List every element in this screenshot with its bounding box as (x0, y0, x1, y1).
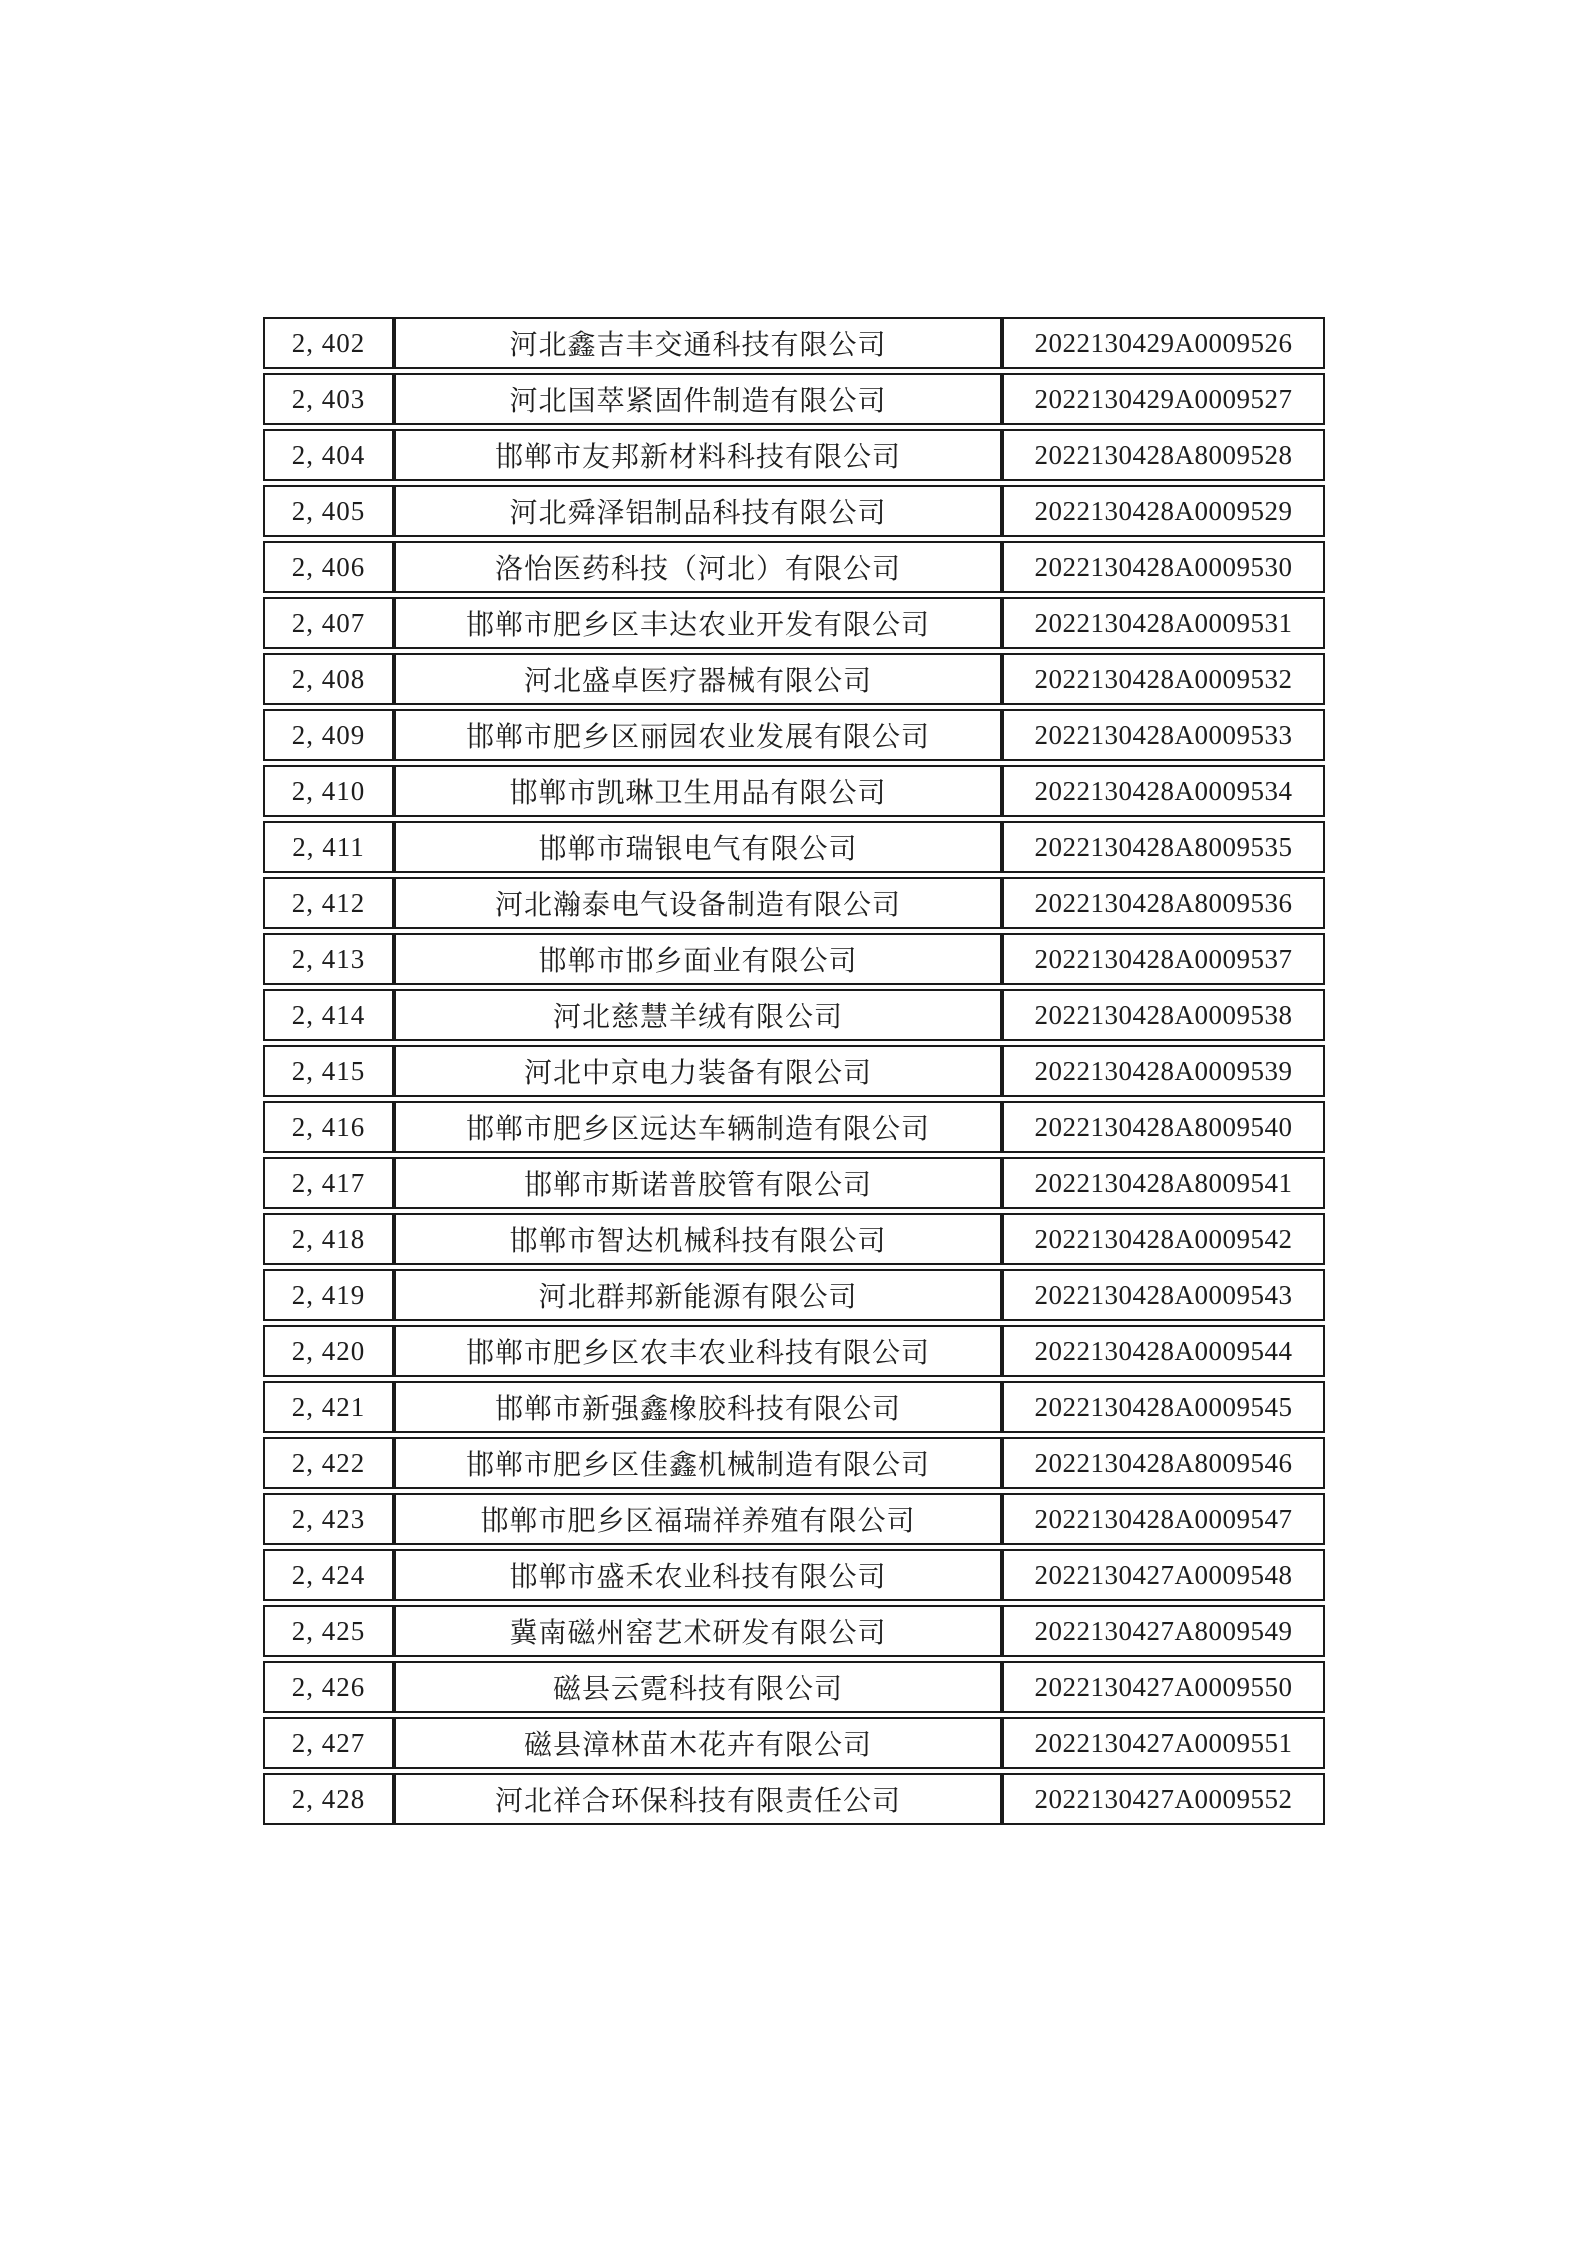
table-row (263, 1493, 1325, 1545)
table-row (263, 1773, 1325, 1825)
registration-code-cell: 2022130428A0009539 (1002, 1045, 1325, 1097)
row-number-cell: 2, 407 (263, 597, 394, 649)
registration-code-cell: 2022130428A0009533 (1002, 709, 1325, 761)
company-name-cell: 邯郸市邯乡面业有限公司 (394, 933, 1002, 985)
table-row (263, 1381, 1325, 1433)
registration-code-cell: 2022130427A0009550 (1002, 1661, 1325, 1713)
registration-code-cell: 2022130428A8009546 (1002, 1437, 1325, 1489)
registration-code-cell: 2022130428A0009544 (1002, 1325, 1325, 1377)
registration-code-cell: 2022130428A0009532 (1002, 653, 1325, 705)
table-row (263, 1437, 1325, 1489)
company-name-cell: 邯郸市友邦新材料科技有限公司 (394, 429, 1002, 481)
registration-code-cell: 2022130428A8009528 (1002, 429, 1325, 481)
company-name-cell: 邯郸市肥乡区佳鑫机械制造有限公司 (394, 1437, 1002, 1489)
company-name-cell: 邯郸市肥乡区丰达农业开发有限公司 (394, 597, 1002, 649)
registration-code-cell: 2022130428A0009534 (1002, 765, 1325, 817)
row-number-cell: 2, 410 (263, 765, 394, 817)
table-row (263, 317, 1325, 369)
company-name-cell: 河北群邦新能源有限公司 (394, 1269, 1002, 1321)
company-name-cell: 邯郸市肥乡区丽园农业发展有限公司 (394, 709, 1002, 761)
row-number-cell: 2, 413 (263, 933, 394, 985)
table-row (263, 877, 1325, 929)
company-table-body (263, 317, 1325, 1825)
registration-code-cell: 2022130428A0009543 (1002, 1269, 1325, 1321)
company-name-cell: 河北祥合环保科技有限责任公司 (394, 1773, 1002, 1825)
table-row (263, 653, 1325, 705)
company-name-cell: 洛怡医药科技（河北）有限公司 (394, 541, 1002, 593)
company-name-cell: 河北慈慧羊绒有限公司 (394, 989, 1002, 1041)
row-number-cell: 2, 405 (263, 485, 394, 537)
table-row (263, 989, 1325, 1041)
table-row (263, 1661, 1325, 1713)
table-row (263, 373, 1325, 425)
registration-code-cell: 2022130427A0009548 (1002, 1549, 1325, 1601)
company-name-cell: 邯郸市盛禾农业科技有限公司 (394, 1549, 1002, 1601)
row-number-cell: 2, 417 (263, 1157, 394, 1209)
table-row (263, 1045, 1325, 1097)
row-number-cell: 2, 421 (263, 1381, 394, 1433)
registration-code-cell: 2022130428A0009529 (1002, 485, 1325, 537)
company-name-cell: 磁县漳林苗木花卉有限公司 (394, 1717, 1002, 1769)
table-row (263, 1213, 1325, 1265)
company-name-cell: 河北中京电力装备有限公司 (394, 1045, 1002, 1097)
company-name-cell: 邯郸市新强鑫橡胶科技有限公司 (394, 1381, 1002, 1433)
row-number-cell: 2, 404 (263, 429, 394, 481)
registration-code-cell: 2022130428A8009541 (1002, 1157, 1325, 1209)
row-number-cell: 2, 423 (263, 1493, 394, 1545)
registration-code-cell: 2022130428A0009542 (1002, 1213, 1325, 1265)
table-row (263, 933, 1325, 985)
registration-code-cell: 2022130428A0009547 (1002, 1493, 1325, 1545)
registration-code-cell: 2022130428A0009531 (1002, 597, 1325, 649)
row-number-cell: 2, 402 (263, 317, 394, 369)
registration-code-cell: 2022130427A0009551 (1002, 1717, 1325, 1769)
row-number-cell: 2, 415 (263, 1045, 394, 1097)
row-number-cell: 2, 408 (263, 653, 394, 705)
registration-code-cell: 2022130428A0009538 (1002, 989, 1325, 1041)
row-number-cell: 2, 427 (263, 1717, 394, 1769)
registration-code-cell: 2022130427A0009552 (1002, 1773, 1325, 1825)
row-number-cell: 2, 411 (263, 821, 394, 873)
registration-code-cell: 2022130429A0009526 (1002, 317, 1325, 369)
row-number-cell: 2, 420 (263, 1325, 394, 1377)
table-row (263, 709, 1325, 761)
company-name-cell: 河北鑫吉丰交通科技有限公司 (394, 317, 1002, 369)
table-row (263, 1269, 1325, 1321)
row-number-cell: 2, 419 (263, 1269, 394, 1321)
company-name-cell: 邯郸市肥乡区远达车辆制造有限公司 (394, 1101, 1002, 1153)
registration-code-cell: 2022130428A0009530 (1002, 541, 1325, 593)
row-number-cell: 2, 428 (263, 1773, 394, 1825)
table-row (263, 485, 1325, 537)
row-number-cell: 2, 414 (263, 989, 394, 1041)
table-row (263, 1325, 1325, 1377)
table-row (263, 1717, 1325, 1769)
company-name-cell: 冀南磁州窑艺术研发有限公司 (394, 1605, 1002, 1657)
row-number-cell: 2, 426 (263, 1661, 394, 1713)
company-name-cell: 河北舜泽铝制品科技有限公司 (394, 485, 1002, 537)
registration-code-cell: 2022130428A8009536 (1002, 877, 1325, 929)
registration-code-cell: 2022130428A8009540 (1002, 1101, 1325, 1153)
company-name-cell: 邯郸市凯琳卫生用品有限公司 (394, 765, 1002, 817)
registration-code-cell: 2022130428A0009545 (1002, 1381, 1325, 1433)
table-row (263, 765, 1325, 817)
company-name-cell: 邯郸市瑞银电气有限公司 (394, 821, 1002, 873)
company-name-cell: 河北瀚泰电气设备制造有限公司 (394, 877, 1002, 929)
row-number-cell: 2, 422 (263, 1437, 394, 1489)
table-row (263, 429, 1325, 481)
table-row (263, 1549, 1325, 1601)
company-name-cell: 河北盛卓医疗器械有限公司 (394, 653, 1002, 705)
registration-code-cell: 2022130429A0009527 (1002, 373, 1325, 425)
company-name-cell: 河北国萃紧固件制造有限公司 (394, 373, 1002, 425)
row-number-cell: 2, 418 (263, 1213, 394, 1265)
row-number-cell: 2, 406 (263, 541, 394, 593)
registration-code-cell: 2022130428A8009535 (1002, 821, 1325, 873)
registration-code-cell: 2022130428A0009537 (1002, 933, 1325, 985)
row-number-cell: 2, 403 (263, 373, 394, 425)
table-row (263, 1101, 1325, 1153)
company-name-cell: 邯郸市肥乡区福瑞祥养殖有限公司 (394, 1493, 1002, 1545)
row-number-cell: 2, 409 (263, 709, 394, 761)
table-row (263, 541, 1325, 593)
table-row (263, 821, 1325, 873)
row-number-cell: 2, 412 (263, 877, 394, 929)
company-registration-table (263, 313, 1325, 1829)
table-row (263, 1157, 1325, 1209)
company-name-cell: 邯郸市智达机械科技有限公司 (394, 1213, 1002, 1265)
row-number-cell: 2, 425 (263, 1605, 394, 1657)
company-name-cell: 邯郸市肥乡区农丰农业科技有限公司 (394, 1325, 1002, 1377)
company-name-cell: 磁县云霓科技有限公司 (394, 1661, 1002, 1713)
company-name-cell: 邯郸市斯诺普胶管有限公司 (394, 1157, 1002, 1209)
row-number-cell: 2, 416 (263, 1101, 394, 1153)
registration-code-cell: 2022130427A8009549 (1002, 1605, 1325, 1657)
row-number-cell: 2, 424 (263, 1549, 394, 1601)
table-row (263, 597, 1325, 649)
table-row (263, 1605, 1325, 1657)
